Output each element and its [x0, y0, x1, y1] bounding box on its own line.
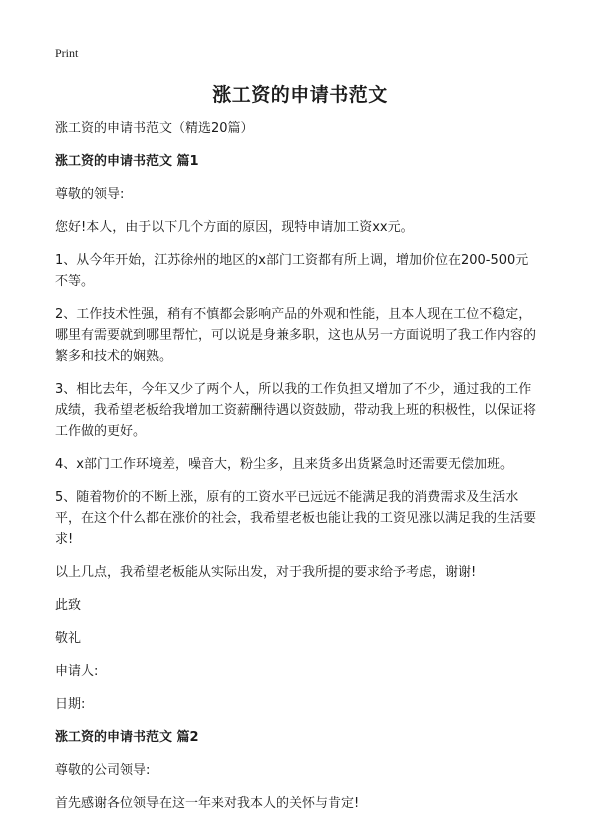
paragraph: 首先感谢各位领导在这一年来对我本人的关怀与肯定!: [55, 796, 360, 811]
paragraph: 5、随着物价的不断上涨，原有的工资水平已远远不能满足我的消费需求及生活水平，在这个什么都在涨价的社会，我希望老板也能让我的工资见涨以满足我的生活要求!: [55, 490, 537, 547]
document-subtitle: 涨工资的申请书范文（精选20篇）: [55, 121, 254, 136]
paragraph: 1、从今年开始，江苏徐州的地区的x部门工资都有所上调，增加价位在200-500元不等。: [55, 253, 529, 289]
section-heading-1: 涨工资的申请书范文 篇1: [55, 154, 199, 169]
applicant-line: 申请人:: [55, 664, 99, 679]
section-heading-2: 涨工资的申请书范文 篇2: [55, 730, 199, 745]
date-line: 日期:: [55, 697, 86, 712]
paragraph: 以上几点，我希望老板能从实际出发，对于我所提的要求给予考虑，谢谢!: [55, 565, 477, 580]
paragraph: 4、x部门工作环境差，噪音大，粉尘多，且来货多出货紧急时还需要无偿加班。: [55, 457, 513, 472]
page-title: 涨工资的申请书范文: [212, 84, 388, 106]
salutation: 尊敬的公司领导:: [55, 763, 151, 778]
closing-line: 敬礼: [55, 631, 82, 646]
print-label: Print: [55, 46, 79, 60]
paragraph: 3、相比去年，今年又少了两个人，所以我的工作负担又增加了不少，通过我的工作成绩，我希望老板给我增加工资薪酬待遇以资鼓励，带动我上班的积极性，以保证将工作做的更好。: [55, 382, 537, 439]
document-body: [55, 118, 540, 826]
closing-line: 此致: [55, 598, 82, 613]
paragraph: 您好!本人，由于以下几个方面的原因，现特申请加工资xx元。: [55, 220, 414, 235]
salutation: 尊敬的领导:: [55, 187, 125, 202]
paragraph: 2、工作技术性强，稍有不慎都会影响产品的外观和性能，且本人现在工位不稳定，哪里有需要就到哪里帮忙，可以说是身兼多职，这也从另一方面说明了我工作内容的繁多和技术的娴熟。: [55, 307, 537, 364]
